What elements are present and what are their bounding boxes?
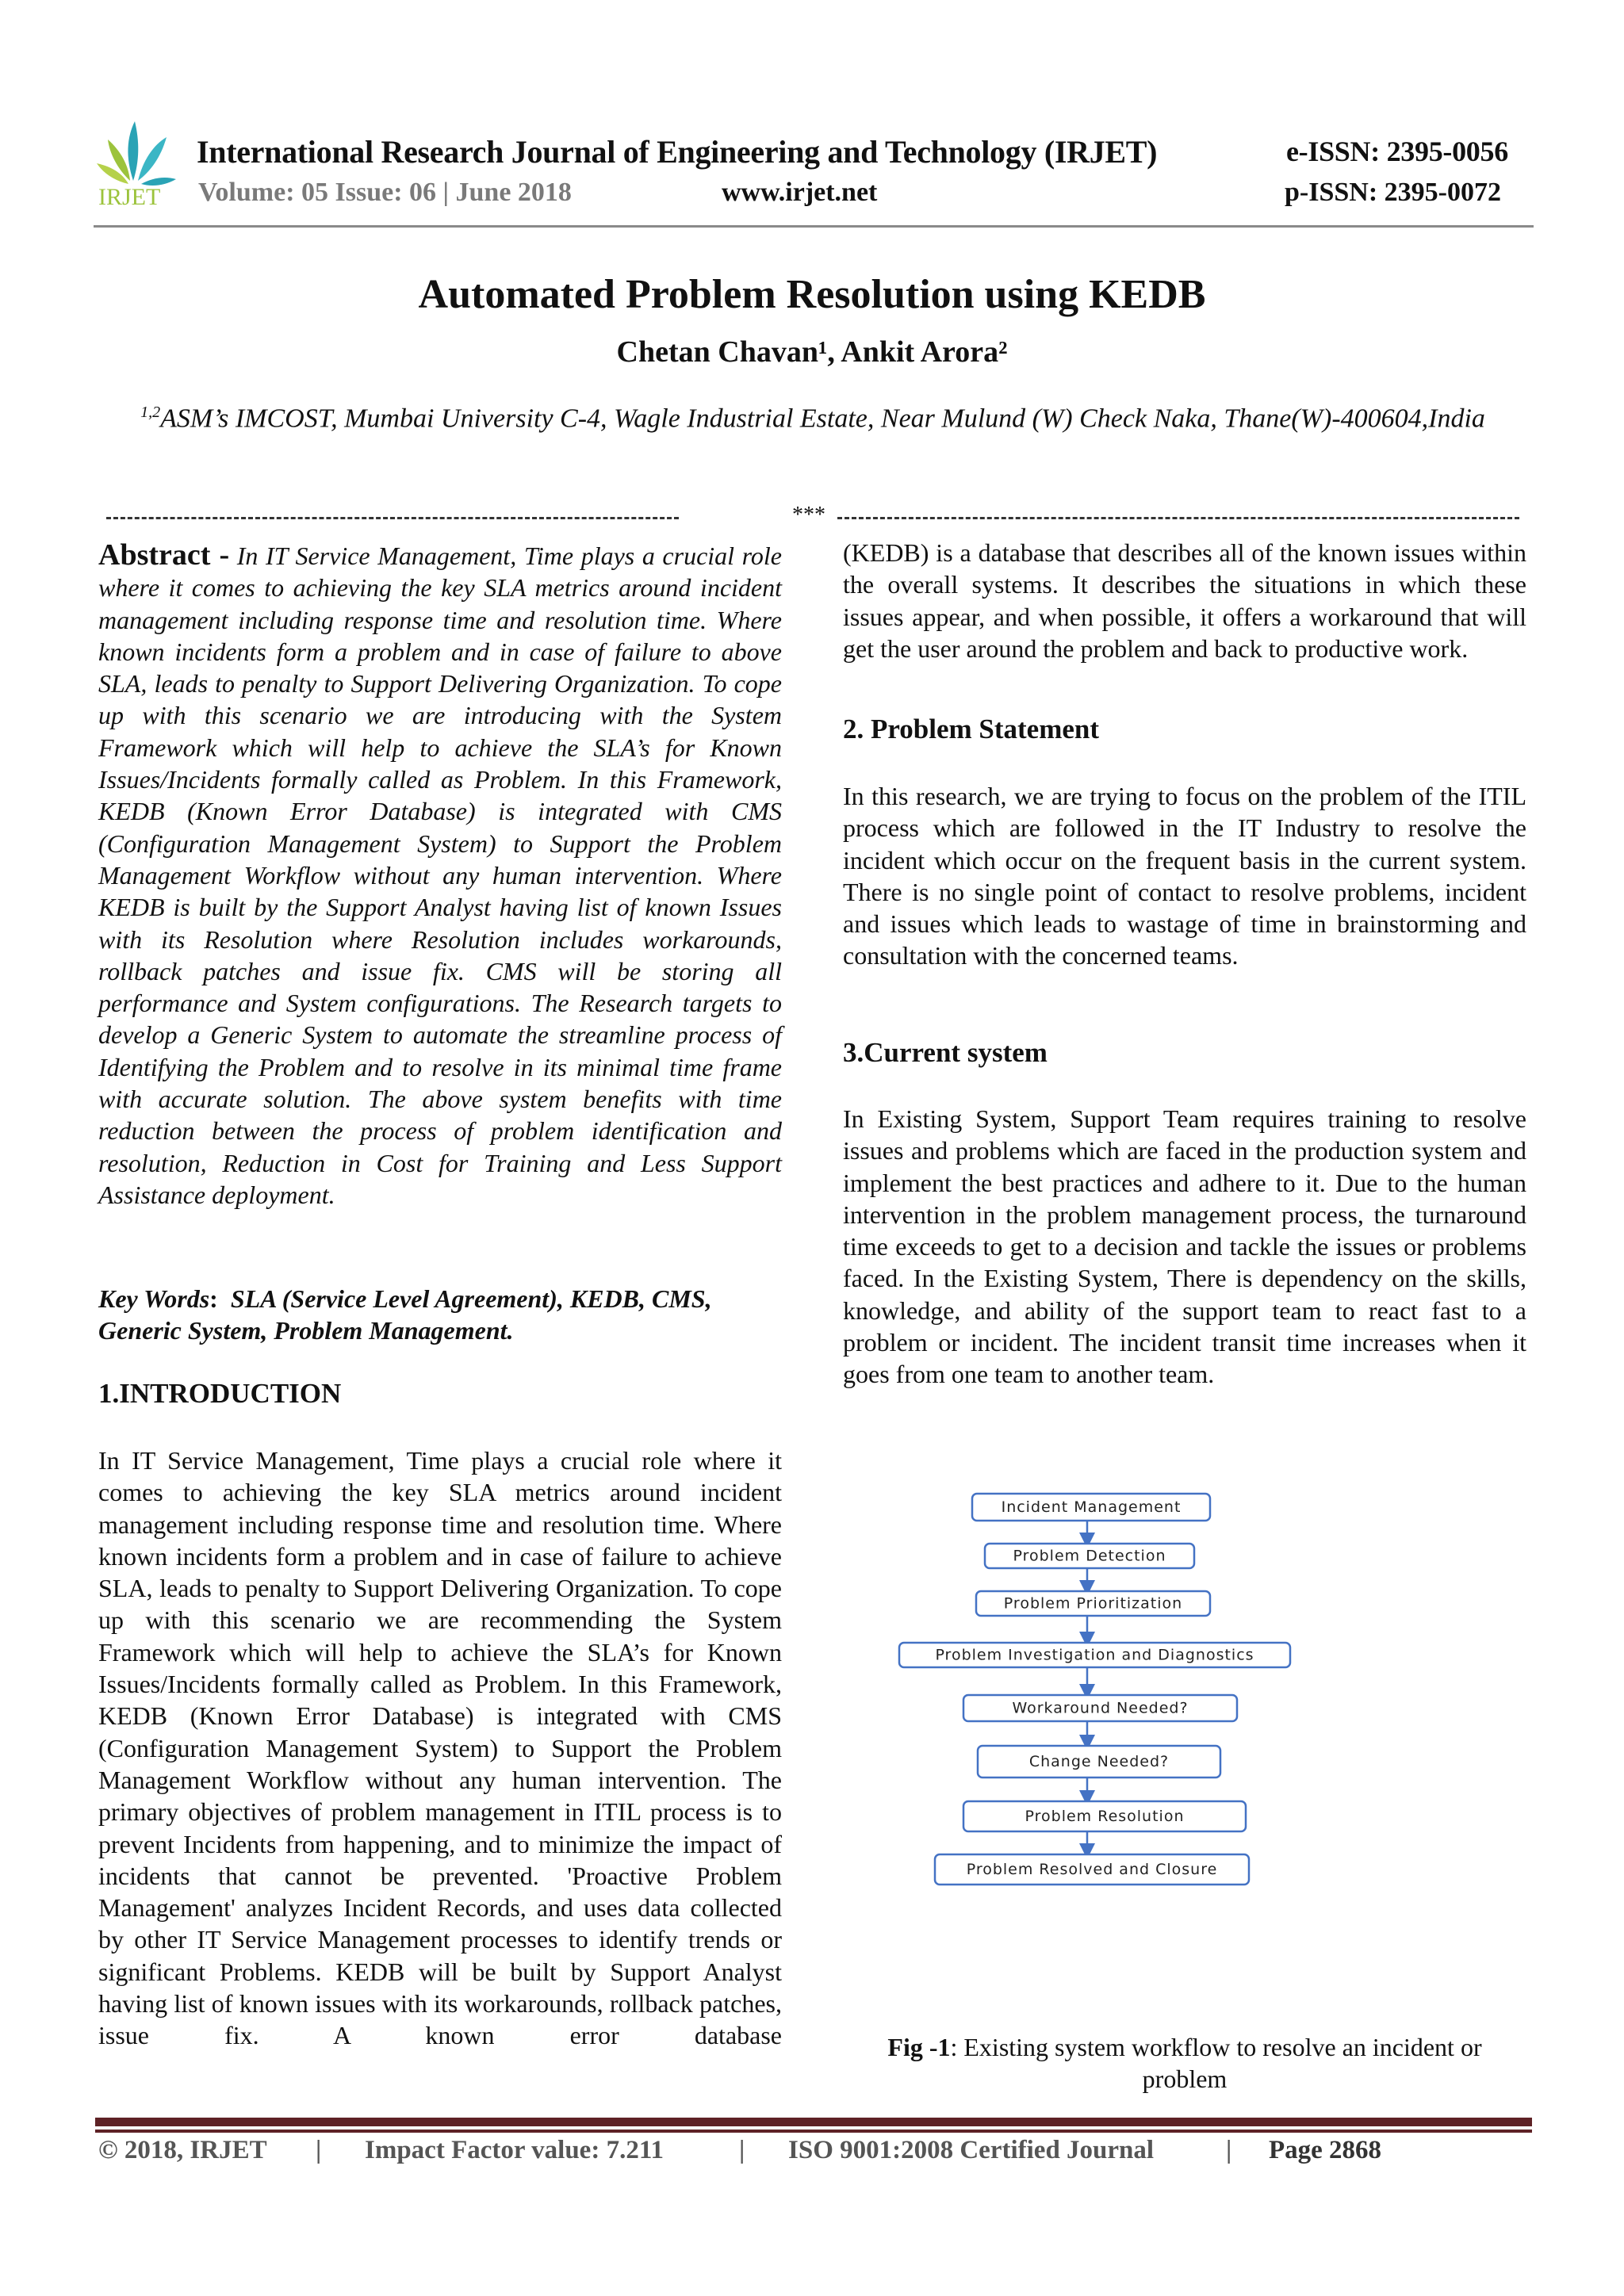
footer-divider: | <box>316 2136 322 2164</box>
paper-title: Automated Problem Resolution using KEDB <box>418 272 1206 317</box>
keywords-text: SLA (Service Level Agreement), KEDB, CMS, Generic System, Problem Management. <box>98 1284 712 1345</box>
separator-stars: *** <box>792 503 825 527</box>
flow-step-label: Problem Investigation and Diagnostics <box>935 1646 1254 1664</box>
intro-paragraph: In IT Service Management, Time plays a crucial role where it comes to achieving the key SLA metrics around incident management including response time and resolution time. Where known incidents form a problem and in case of failure to achieve SLA, leads to penalty to Support Delivering Organization. To cope up with this scenario we are recommending the System Framework which will help to achieve the SLA’s for Known Issues/Incidents formally called as Problem. In this Framework, KEDB (Known Error Database) is integrated with CMS (Configuration Management System) to Support the Problem Management Workflow without any human intervention. The primary objectives of problem management in ITIL process is to prevent Incidents from happening, and to minimize the impact of incidents that cannot be prevented. 'Proactive Problem Management' analyzes Incident Records, and uses data collected by other IT Service Management processes to identify trends or significant Problems. KEDB will be built by Support Analyst having list of known issues with its workarounds, rollback patches, issue fix. A known error database <box>98 1446 782 2050</box>
flow-step-label: Problem Detection <box>1013 1547 1166 1565</box>
footer-iso: ISO 9001:2008 Certified Journal <box>788 2136 1155 2164</box>
figure-caption <box>843 2031 1526 2095</box>
current-system-paragraph: In Existing System, Support Team requires training to resolve issues and problems which are faced in the production system and implement the best practices and adhere to it. Due to the human intervention in the problem management process, the turnaround time exceeds to get to a decision and tackle the issues or problems faced. In the Existing System, There is dependency on the skills, knowledge, and ability of the support team to react fast to a problem or incident. The incident transit time increases when it goes from one team to another team. <box>843 1104 1526 1389</box>
affiliation-superscript: 1,2 <box>140 404 161 421</box>
current-system-heading: 3.Current system <box>843 1037 1048 1068</box>
problem-statement-paragraph: In this research, we are trying to focus on the problem of the ITIL process which are followed in the IT Industry to resolve the incident which occur on the frequent basis in the current system. There is no single point of contact to resolve problems, incident and issues which leads to wastage of time in brainstorming and consultation with the concerned teams. <box>843 782 1526 970</box>
abstract-label: Abstract - <box>98 538 230 572</box>
abstract-text: In IT Service Management, Time plays a crucial role where it comes to achieving the key SLA metrics around incident management including response time and resolution time. Where known incidents form a problem and in case of failure to above SLA, leads to penalty to Support Delivering Organization. To cope up with this scenario we are introducing with the System Framework which will help to achieve the SLA’s for Known Issues/Incidents formally called as Problem. In this Framework, KEDB (Known Error Database) is integrated with CMS (Configuration Management System) to Support the Problem Management Workflow without any human intervention. Where KEDB is built by the Support Analyst having list of known Issues with its Resolution where Resolution includes workarounds, rollback patches and issue fix. CMS will be storing all performance and System configurations. The Research targets to develop a Generic System to automate the streamline process of Identifying the Problem and to resolve in its minimal time frame with accurate solution. The above system benefits with time reduction between the process of problem identification and resolution, Reduction in Cost for Training and Less Support Assistance deployment. <box>98 541 783 1209</box>
flow-step-label: Incident Management <box>1001 1498 1182 1516</box>
footer-divider: | <box>739 2136 745 2164</box>
figure-label: Fig -1 <box>887 2033 951 2061</box>
flow-step-label: Workaround Needed? <box>1012 1699 1189 1717</box>
problem-statement-heading: 2. Problem Statement <box>843 714 1100 744</box>
intro-continued-paragraph: (KEDB) is a database that describes all of the known issues within the overall systems. It describes the situations in which these issues appear, and when possible, it offers a workaround that will get the user around the problem and back to productive work. <box>843 538 1526 663</box>
affiliation-text: ASM’s IMCOST, Mumbai University C-4, Wagle Industrial Estate, Near Mulund (W) Check Naka, Thane(W)-400604,India <box>160 404 1485 434</box>
keywords-label: Key Words <box>98 1284 210 1313</box>
flow-step-label: Problem Resolved and Closure <box>966 1861 1218 1878</box>
intro-heading: 1.INTRODUCTION <box>98 1378 342 1409</box>
flow-step-label: Problem Resolution <box>1025 1808 1185 1825</box>
flow-step-label: Problem Prioritization <box>1003 1594 1183 1613</box>
logo-text: IRJET <box>98 184 161 210</box>
e-issn: e-ISSN: 2395-0056 <box>1286 136 1508 167</box>
volume-issue: Volume: 05 Issue: 06 | June 2018 <box>198 178 572 207</box>
footer-page-number: Page 2868 <box>1269 2136 1382 2164</box>
footer-copyright: © 2018, IRJET <box>98 2136 267 2164</box>
footer-impact-factor: Impact Factor value: 7.211 <box>365 2136 665 2164</box>
p-issn: p-ISSN: 2395-0072 <box>1285 178 1501 207</box>
footer-divider: | <box>1226 2136 1232 2164</box>
footer-bar <box>95 2118 1532 2126</box>
keywords: Key Words: SLA (Service Level Agreement), KEDB, CMS, Generic System, Problem Management. <box>98 1284 712 1345</box>
journal-title: International Research Journal of Engineering and Technology (IRJET) <box>197 134 1158 170</box>
flow-step-label: Change Needed? <box>1028 1753 1170 1770</box>
figure-caption-text: : Existing system workflow to resolve an incident or problem <box>950 2033 1482 2093</box>
footer-bar-thin <box>95 2130 1532 2133</box>
website-link[interactable]: www.irjet.net <box>722 178 878 207</box>
authors: Chetan Chavan¹, Ankit Arora² <box>616 335 1008 369</box>
